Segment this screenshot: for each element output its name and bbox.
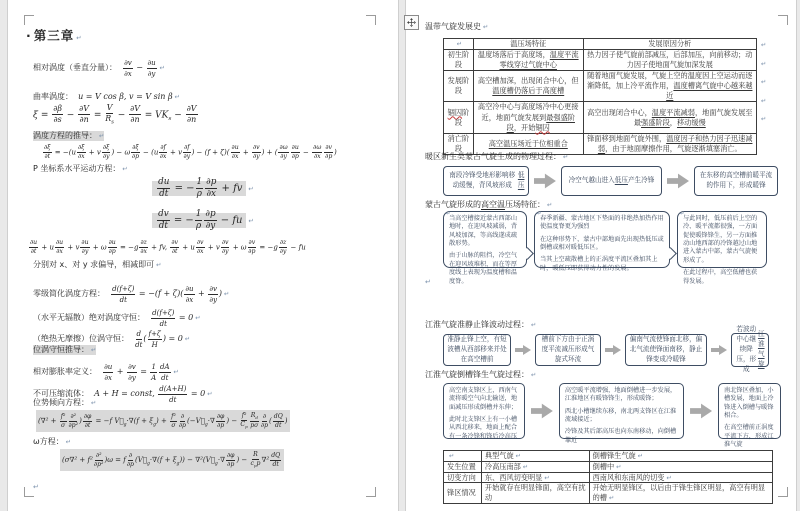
- formula-geopotential-tendency: (∇² + $\frac{\text{f²}}{\sigma}$ ∂² ∂p² ) $\frac{\partial\varphi}{\partial t}$ = −f $V⃗_g\cdot\nabla(f + \xi_g)$ + $\frac{\text{f²}}{\sigma}$ ∂ ∂p ($-V⃗_g\cdot\nabla$ $\frac{\partial\varphi}{\partial p}$ ) − $\frac{\text{f²}}{C_p}$ $\frac{R_d}{p\sigma}$ ∂ ∂p ( $\frac{dQ}{dt}$ ): [36, 410, 290, 432]
- document-page-left[interactable]: [8, 0, 398, 511]
- formula-dv-dt: $\frac{dv}{dt}$ = − $\frac{1}{\rho}$ $\frac{\partial p}{\partial y}$ − fu ↵: [8, 208, 398, 231]
- cell-feature: 温度场落后于高度场，温度平流零线穿过气旋中心: [473, 50, 583, 71]
- list-bullet: ·: [26, 28, 32, 43]
- arrow-right-icon: [534, 173, 556, 189]
- callout-box[interactable]: ↵ 春季新疆、蒙古地区下垫面的非绝热加热作用使温度脊更为强烈 在这种形势下，蒙古中部地面先出现热低压或倒槽或相对暖低压区。 当其上空疏散槽上的正涡度平流区叠加其上时，暖低压即获得动力性的发展。: [534, 211, 670, 268]
- paragraph-mark: ↵: [446, 211, 451, 217]
- formula-omega-equation: (σ∇² + f² ∂² ∂p² )ω = f ∂ ∂p $(V⃗_g\cdot\nabla(f + \xi_g))$ − $\nabla^2(V⃗_g\cdot\nabla$ $\frac{\partial\varphi}{\partial p}$ ) − R $c_pp$ ∇² $\frac{dQ}{dt}$: [60, 449, 284, 471]
- inverted-trough-flowchart: [443, 383, 781, 449]
- paragraph-marks-column: ↵ ↵ ↵ ↵ ↵: [761, 41, 767, 123]
- table-row: [444, 451, 773, 462]
- formula-line-potential-vorticity: （绝热无摩擦）位涡守恒： $\frac{d}{dt}$ ( $\frac{f+\zeta}{H}$ ) = 0 ↵: [33, 326, 190, 348]
- arrow-right-icon: [531, 403, 553, 419]
- table-row: [444, 39, 757, 50]
- derivation-note: 分别对 x、对 y 求偏导，相减即可 ↵: [33, 260, 162, 270]
- section-quasi-stationary-label: 江淮气旋准静止锋波动过程： ↵: [425, 320, 536, 330]
- row-header: 消亡阶段: [444, 133, 474, 154]
- formula-line-xi: ξ = $\frac{\partial\beta}{\partial s}$ − $\frac{\partial V}{\partial n}$ = $\frac{V}{R_s}$ − $\frac{\partial V}{\partial n}$ = $VK_s$ − $\frac{\partial V}{\partial n}$: [33, 103, 197, 126]
- arrow-right-icon: [515, 345, 531, 356]
- p-coord-label: P 坐标系水平运动方程： ↵: [33, 164, 128, 174]
- document-page-right[interactable]: [406, 0, 796, 511]
- col-header-typical: 典型气旋 ↵: [481, 451, 589, 462]
- arrow-right-icon: [605, 345, 621, 356]
- pv-derivation-label: 位涡守恒推导： ↵: [33, 345, 96, 355]
- corner-cell: [444, 39, 474, 50]
- cell-reason: 锋面移到地面气旋外围，温度因子和热力因子迅速减弱，由于地面摩擦作用，气旋逐渐填塞消亡。: [583, 133, 756, 154]
- row-header: 锋区情况: [444, 483, 482, 503]
- flow-step[interactable]: 若波动中心继续降压，形成 江淮气旋: [731, 333, 769, 367]
- flow-step[interactable]: 高空南支锋区上，西南气流将暖空气向北输送，地面减压形成倒槽并东伸； 此时北支锋区上有一小槽从西北移来，地面上配合有一条冷锋和锋后冷高压: [443, 383, 525, 439]
- paragraph-mark: ↵: [680, 211, 685, 217]
- table-row: [444, 102, 757, 133]
- section-upper-field-label: 蒙古气旋形成的高空温压场特征： ↵: [425, 200, 552, 210]
- cell-feature: 高空冷中心与高度场冷中心更接近，地面气旋发展到最强盛阶段，开始锢囚: [473, 102, 583, 133]
- formula-line-zero-order: 零级简化涡度方程： $\frac{d(f+\zeta)}{dt}$ = −(f + ζ)( $\frac{\partial u}{\partial x}$ + $\frac{\partial v}{\partial y}$ ) ↵: [33, 281, 230, 303]
- crop-mark-icon: [778, 15, 788, 25]
- vorticity-derivation-label: 涡度方程的推导： ↵: [33, 131, 104, 141]
- upper-field-callouts: [443, 211, 781, 285]
- col-header-inverted: 倒槽锋生气旋 ↵: [589, 451, 772, 462]
- arrow-right-icon: [667, 173, 689, 189]
- formula-line-expansion-rate: 相对膨胀率定义： $\frac{\partial u}{\partial x}$ + $\frac{\partial v}{\partial y}$ = $\frac{1}{A}$ $\frac{dA}{dt}$ ↵: [33, 359, 179, 381]
- crop-mark-icon: [366, 15, 376, 25]
- crop-mark-icon: [778, 487, 788, 497]
- mongolian-cyclone-flowchart: [443, 166, 778, 196]
- cell-feature: 高空槽加深，出现闭合中心，但温度槽仍落后于高度槽: [473, 71, 583, 102]
- cell-typical: 冷高压南部 ↵: [481, 461, 589, 472]
- table-row: [444, 50, 757, 71]
- quasi-stationary-flowchart: [443, 325, 781, 373]
- crop-mark-icon: [366, 487, 376, 497]
- cyclone-development-table[interactable]: [443, 38, 757, 155]
- flow-step[interactable]: 准静止锋上空，有短波槽从西部移来并处在高空槽前: [443, 334, 511, 366]
- formula-vorticity-equation: $\frac{\partial\xi}{\partial t}$ = −(u $\frac{\partial\xi}{\partial x}$ + v $\frac{\partial\xi}{\partial y}$ ) − ω $\frac{\partial\xi}{\partial p}$ − (u $\frac{\partial f}{\partial x}$ + v $\frac{\partial f}{\partial y}$ ) − (f + ζ)( $\frac{\partial u}{\partial x}$ + $\frac{\partial v}{\partial y}$ ) + ( $\frac{\partial\omega}{\partial y}$ $\frac{\partial u}{\partial p}$ − $\frac{\partial\omega}{\partial x}$ $\frac{\partial v}{\partial p}$ ): [44, 144, 337, 161]
- table-row: [444, 461, 773, 472]
- omega-equation-label: ω方程： ↵: [33, 437, 71, 447]
- arrow-right-icon: [711, 345, 727, 356]
- corner-cell: [444, 451, 482, 462]
- row-header: 发生位置: [444, 461, 482, 472]
- cell-inverted: 西南风和东南风的切变 ↵: [589, 472, 772, 483]
- cell-inverted: 开始无明显锋区，以后由于锋生锋区明显，高空有明显的槽 ↵: [589, 483, 772, 503]
- formula-line-relative-vorticity: 相对涡度（垂直分量）： $\frac{\partial v}{\partial x}$ − $\frac{\partial u}{\partial y}$ ↵: [33, 55, 165, 77]
- formula-line-incompressible: 不可压缩流体： A + H = const, $\frac{d(A+H)}{dt}$ = 0 ↵: [33, 381, 213, 403]
- cell-inverted: 倒槽中 ↵: [589, 461, 772, 472]
- row-header: 锢囚阶段: [444, 102, 474, 133]
- row-header: 初生阶段: [444, 50, 474, 71]
- section-inverted-trough-label: 江淮气旋倒槽锋生气旋过程： ↵: [425, 370, 536, 380]
- row-header: 发展阶段: [444, 71, 474, 102]
- table-move-handle-icon[interactable]: [404, 15, 419, 30]
- formula-momentum: $\frac{\partial u}{\partial t}$ + u $\frac{\partial u}{\partial x}$ + v $\frac{\partial u}{\partial y}$ + ω $\frac{\partial u}{\partial p}$ = −g $\frac{\partial z}{\partial x}$ + fv, $\frac{\partial v}{\partial t}$ + u $\frac{\partial v}{\partial x}$ + v $\frac{\partial v}{\partial y}$ + ω $\frac{\partial v}{\partial p}$ = −g $\frac{\partial z}{\partial y}$ − fu: [30, 239, 306, 256]
- paragraph-mark: ↵: [537, 211, 542, 217]
- callout-tail-icon: [664, 247, 677, 260]
- cell-feature: 高空温压场近于位相重合: [473, 133, 583, 154]
- formula-du-dt: $\frac{du}{dt}$ = − $\frac{1}{\rho}$ $\frac{\partial p}{\partial x}$ + fv ↵: [8, 176, 398, 199]
- paragraph-mark: ↵: [425, 278, 431, 286]
- formula-line-curvature-vorticity: 曲率涡度： u = V cos β, v = V sin β ↵: [33, 84, 180, 103]
- flow-step[interactable]: 南段冷锋受地形影响移动缓慢，背风坡形成 低压: [443, 166, 529, 196]
- flow-step[interactable]: 槽前下方由于正涡度平流减压形成气旋式环流: [535, 334, 601, 366]
- row-header: 切变方向: [444, 472, 482, 483]
- table-row: [444, 71, 757, 102]
- flow-step[interactable]: 南北锋区叠加，小槽发展，地面上冷锋进入倒槽与暖锋相合。 在高空槽前正涡度平流下方，形成江淮气旋: [718, 383, 781, 439]
- col-header-feature: 温压场特征: [473, 39, 583, 50]
- page-title: 温带气旋发展史 ↵: [425, 22, 488, 32]
- callout-box[interactable]: ↵ 当高空槽接近蒙古西部山地时，在迎风坡减弱，背风坡加深，等高线遂成疏散形势。 由于山脉的阻挡，冷空气在迎风坡堆积，而在等厚度线上表现为温度槽和温度脊。: [443, 211, 527, 268]
- cell-reason: 热力因子使气旋前部减压，后部加压，向前移动；动力因子使地面气旋加深发展: [583, 50, 756, 71]
- arrow-right-icon: [690, 403, 712, 419]
- crop-mark-icon: [24, 15, 34, 25]
- cell-typical: 东、西风切变明显 ↵: [481, 472, 589, 483]
- cyclone-comparison-table[interactable]: [443, 450, 773, 504]
- callout-tail-icon: [521, 247, 534, 260]
- flow-step[interactable]: 偏南气流使锋面北移，偏北气流使锋面南移，静止锋变成冷暖锋: [625, 334, 707, 366]
- cell-reason: 高空出现闭合中心，温度平流减弱，地面气旋发展至最强盛阶段，移动缓慢: [583, 102, 756, 133]
- formula-line-absolute-vorticity: （水平无辐散）绝对涡度守恒： $\frac{d(f+\zeta)}{dt}$ = 0 ↵: [33, 305, 201, 327]
- col-header-reason: 发展原因分析: [583, 39, 756, 50]
- callout-box[interactable]: ↵ 与此同时，低压前后上空的冷、暖平流都很强，一方面促使暖锋锋生，另一方面推动山地西部的冷锋越过山地进入蒙古中部，蒙古气旋便形成了。 在此过程中，高空低槽也获得发展。: [677, 211, 767, 268]
- flow-step[interactable]: 在东移的高空槽前暖平流的作用下，形成暖锋: [694, 166, 778, 196]
- flow-step[interactable]: 高空暖平流增强，地面倒槽进一步发展，江淮地区有暖锋锋生，形成暖锋； 西北小槽继续东移，南北两支锋区在江淮流域接近； 冷锋及其后部高压也向东南移动，向倒槽靠近: [559, 383, 684, 439]
- paragraph-mark: ↵: [33, 483, 39, 491]
- table-row: [444, 483, 773, 503]
- tendency-equation-label: 位势倾向方程： ↵: [33, 398, 96, 408]
- section-mongolian-process-label: 暖区新生类蒙古气旋生成的物理过程： ↵: [425, 152, 568, 162]
- flow-step[interactable]: 冷空气越山进入 低压 产生冷锋: [561, 166, 662, 196]
- cell-typical: 开始就存在明显锋面，高空有扰动: [481, 483, 589, 503]
- chapter-heading: · 第三章 ↵: [26, 26, 83, 44]
- table-row: [444, 472, 773, 483]
- cell-reason: 随着地面气旋发展，气旋上空的温度因上空运动而逐渐降低，加上冷平流作用，温度槽离气旋中心越来越近: [583, 71, 756, 102]
